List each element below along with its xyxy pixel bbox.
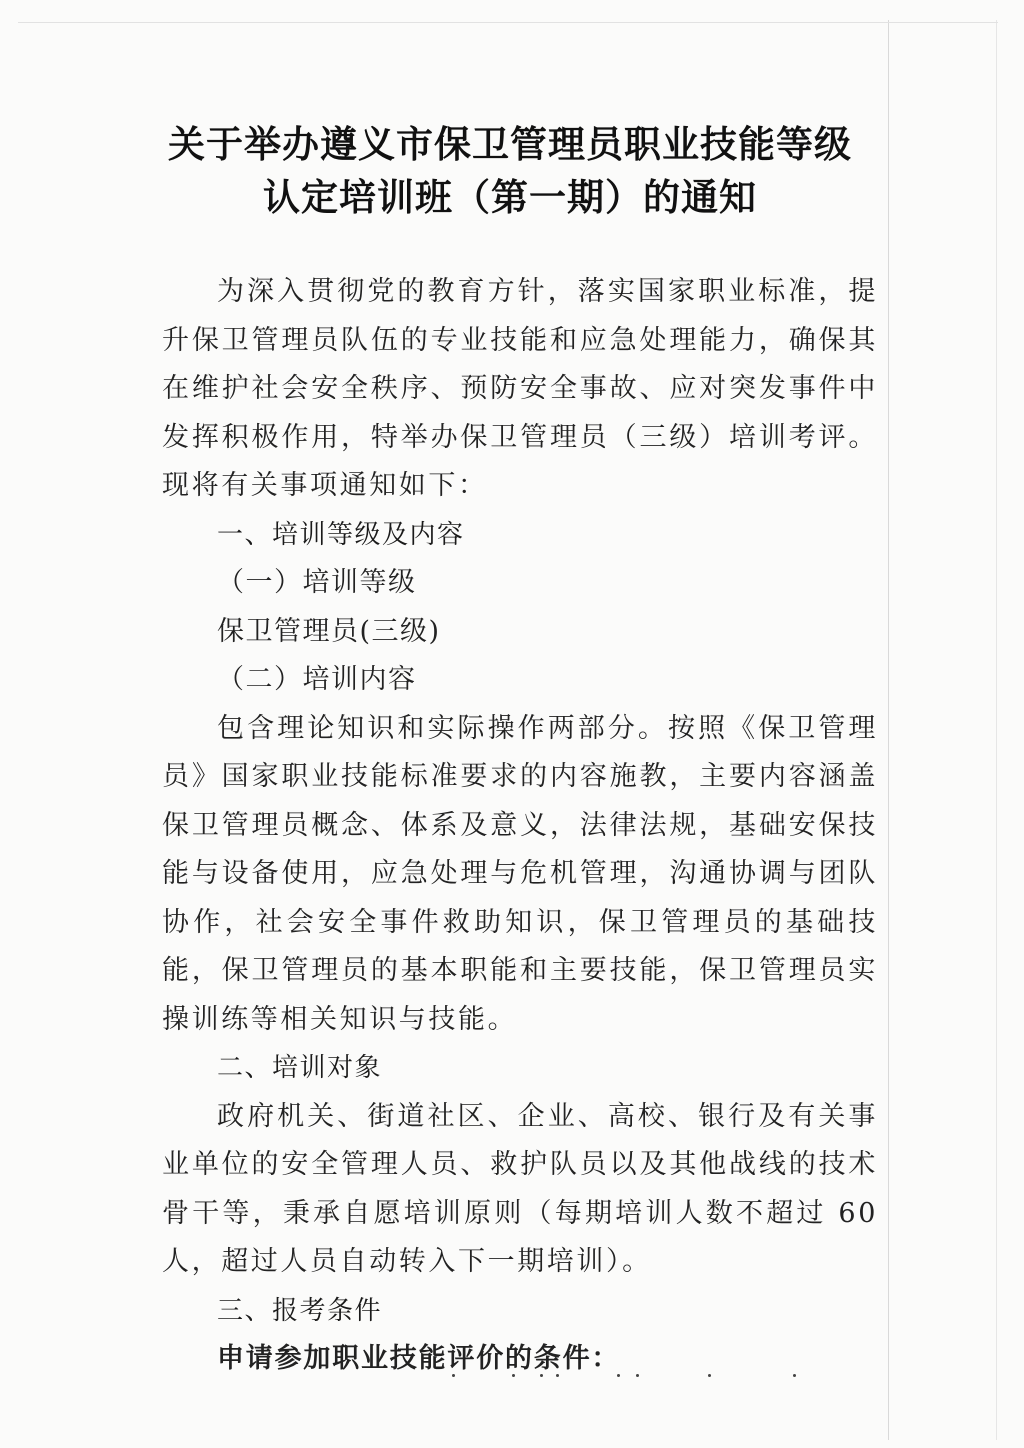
scan-dot [793,1374,796,1377]
training-content-paragraph: 包含理论知识和实际操作两部分。按照《保卫管理员》国家职业技能标准要求的内容施教，主要内容涵盖保卫管理员概念、体系及意义，法律法规，基础安保技能与设备使用，应急处理与危机管理，沟通协调与团队协作，社会安全事件救助知识，保卫管理员的基础技能，保卫管理员的基本职能和主要技能，保卫管理员实操训练等相关知识与技能。 [162,712,878,1035]
subheading-content: （二）培训内容 [217,664,417,695]
section-heading-1: 一、培训等级及内容 [217,519,465,550]
title-line-2: 认定培训班（第一期）的通知 [263,175,757,219]
scan-dot [636,1374,639,1377]
scan-artifact-line [996,20,997,1440]
scan-artifact-line [888,20,889,1440]
scan-dot [540,1374,543,1377]
subheading-level: （一）培训等级 [217,567,417,598]
scan-artifact-line [18,22,998,23]
scan-dot [708,1374,711,1377]
intro-paragraph: 为深入贯彻党的教育方针，落实国家职业标准，提升保卫管理员队伍的专业技能和应急处理能力，确保其在维护社会安全秩序、预防安全事故、应对突发事件中发挥积极作用，特举办保卫管理员（三级）培训考评。现将有关事项通知如下： [162,276,878,501]
training-target-paragraph: 政府机关、街道社区、企业、高校、银行及有关事业单位的安全管理人员、救护队员以及其他战线的技术骨干等，秉承自愿培训原则（每期培训人数不超过 60 人，超过人员自动转入下一期培训）。 [162,1100,878,1277]
scan-dot [452,1374,455,1377]
title-line-1: 关于举办遵义市保卫管理员职业技能等级 [168,122,852,166]
scan-dot [556,1374,559,1377]
training-level-text: 保卫管理员(三级) [217,615,441,647]
document-title [150,118,870,224]
document-body [162,268,878,1384]
exam-conditions-line: 申请参加职业技能评价的条件： [217,1343,621,1374]
scan-dots [0,1374,1024,1384]
section-heading-3: 三、报考条件 [217,1295,383,1326]
scan-dot [512,1374,515,1377]
scan-dot [617,1374,620,1377]
section-heading-2: 二、培训对象 [217,1053,383,1083]
